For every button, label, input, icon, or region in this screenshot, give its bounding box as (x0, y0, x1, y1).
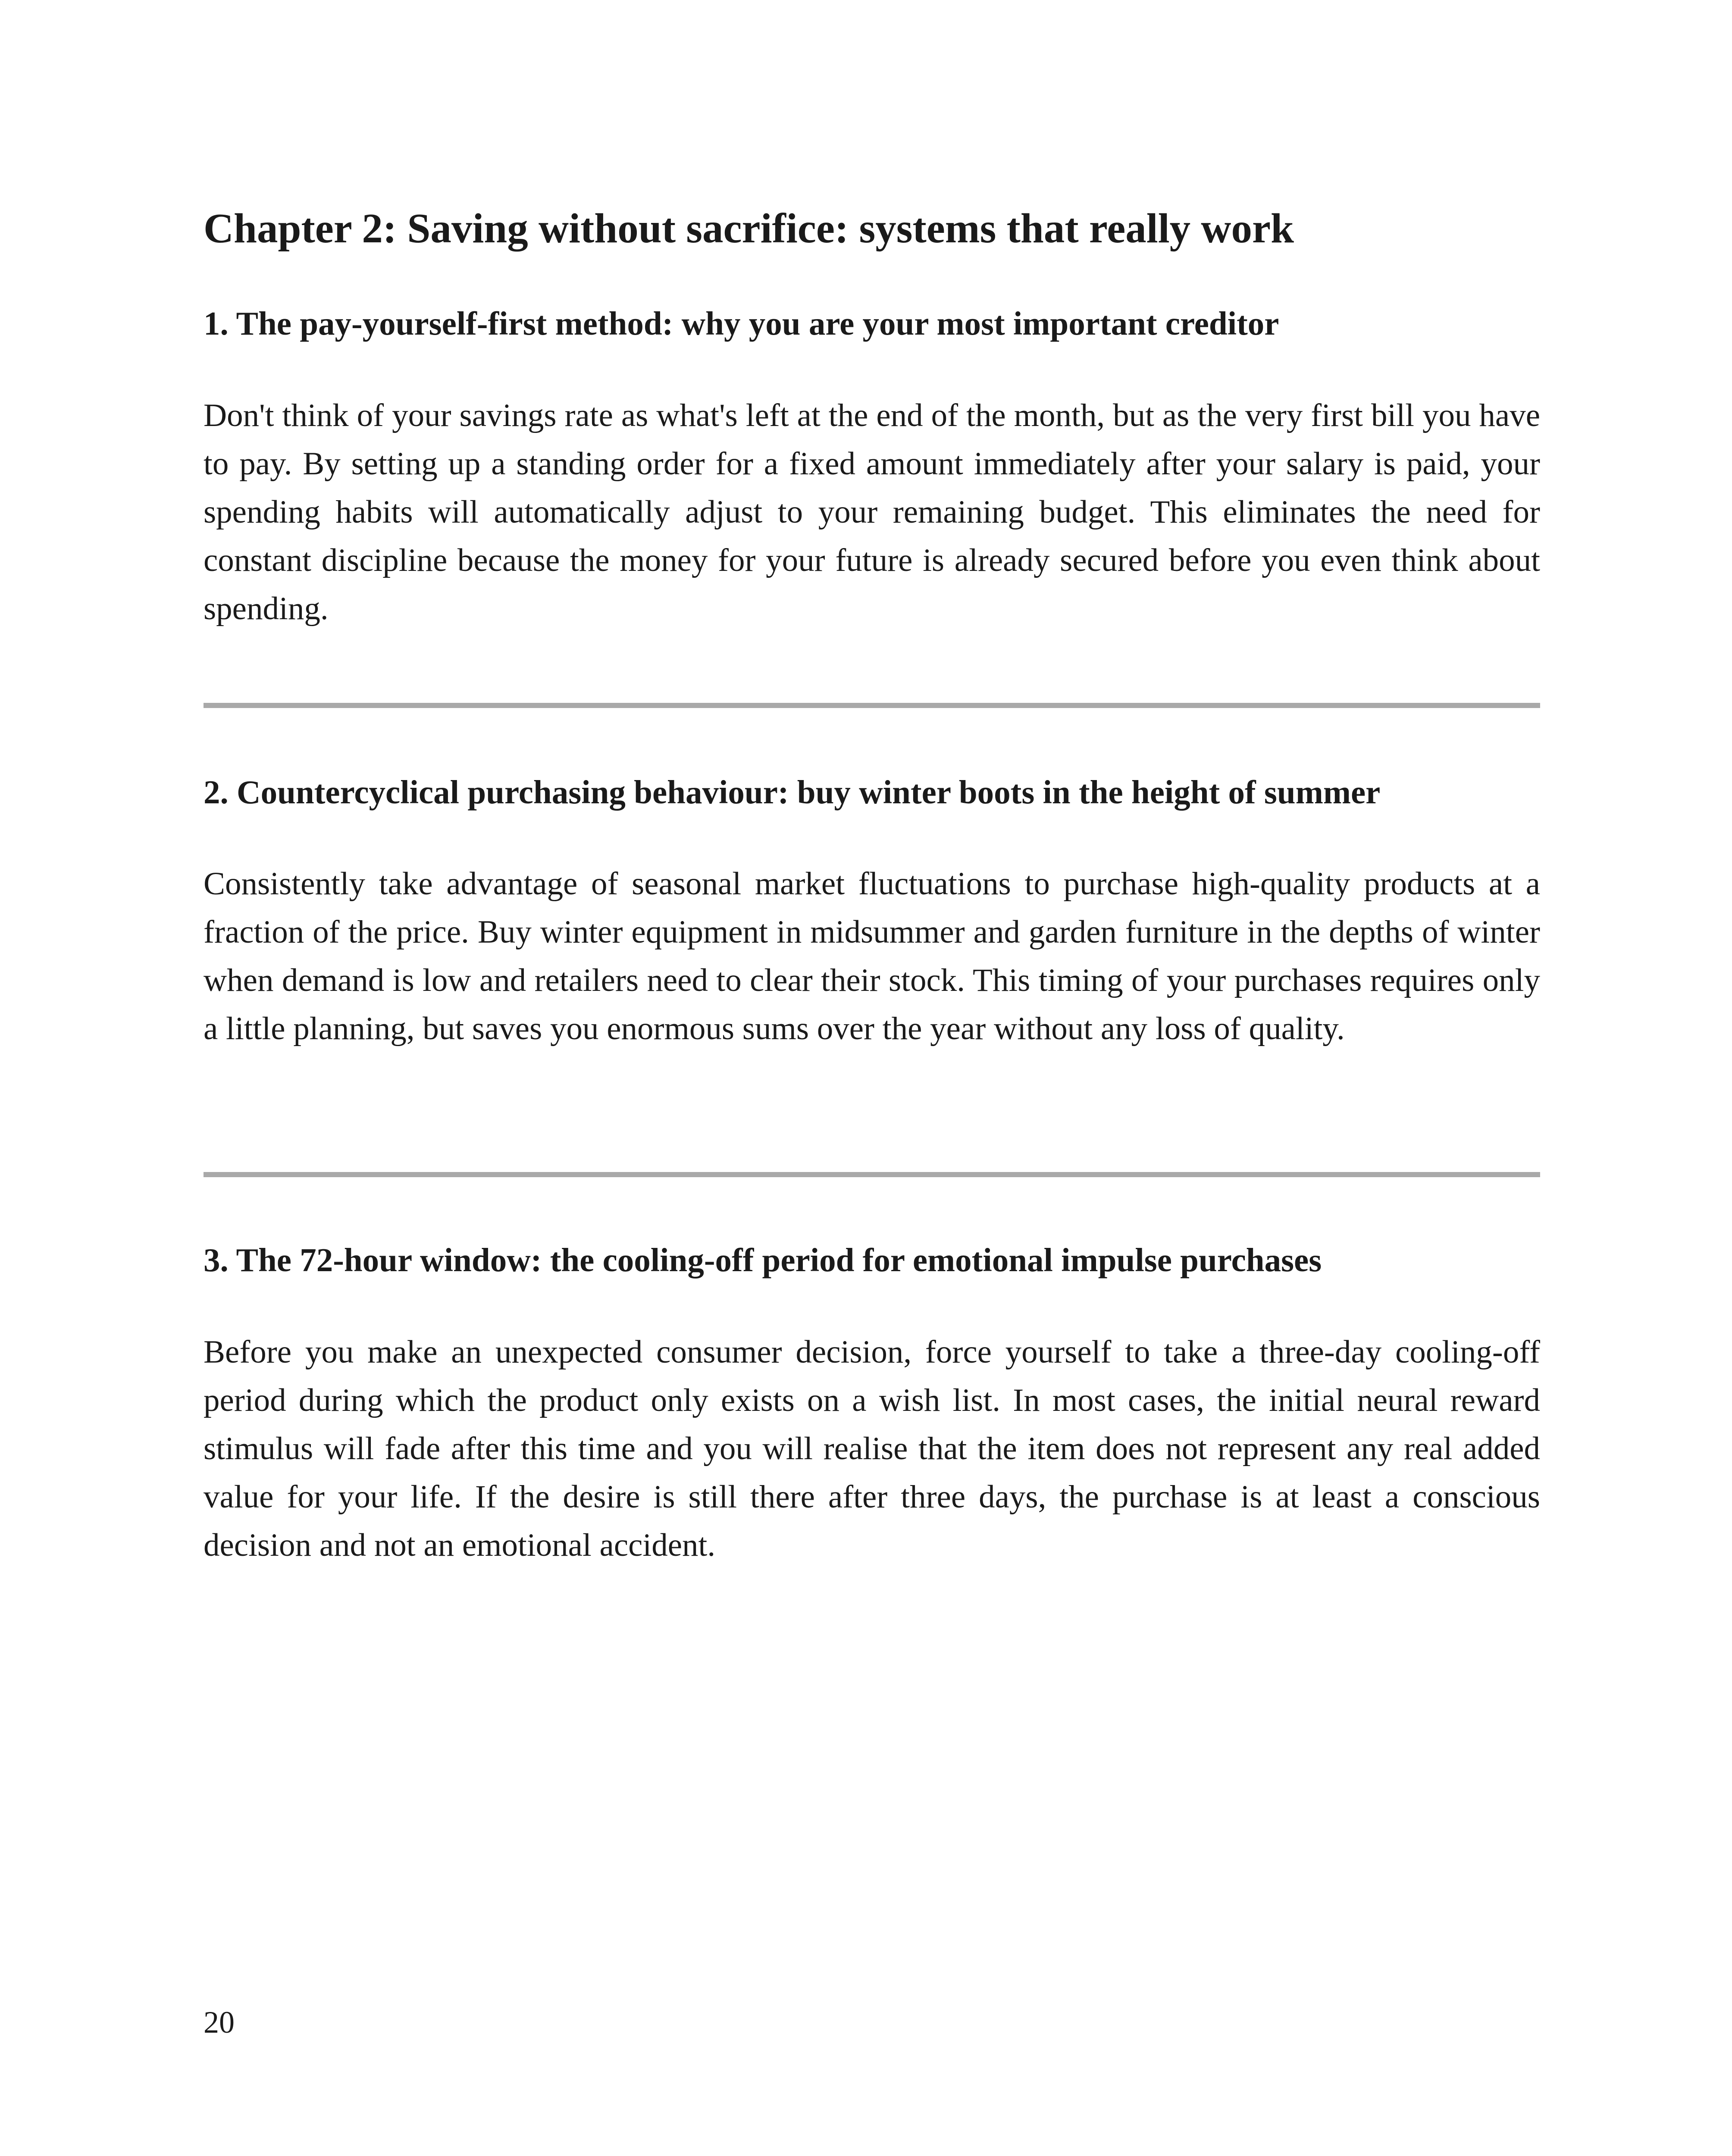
section-body-2: Consistently take advantage of seasonal market fluctuations to purchase high-quality products at a fraction of the price. Buy winter equipment in midsummer and garden furniture in the depths of winter when demand is low and retailers need to clear their stock. This timing of your purchases requires only a little planning, but saves you enormous sums over the year without any loss of quality. (204, 866, 1540, 1047)
page-number: 20 (204, 2005, 235, 2040)
section-heading-3: 3. The 72-hour window: the cooling-off period for emotional impulse purchases (204, 1241, 1322, 1279)
chapter-title: Chapter 2: Saving without sacrifice: systems that really work (204, 205, 1294, 251)
section-body-3: Before you make an unexpected consumer decision, force yourself to take a three-day cooling-off period during which the product only exists on a wish list. In most cases, the initial neural reward stimulus will fade after this time and you will realise that the item does not represent any real added value for your life. If the desire is still there after three days, the purchase is at least a conscious decision and not an emotional accident. (204, 1334, 1540, 1563)
section-heading-1: 1. The pay-yourself-first method: why you are your most important creditor (204, 305, 1279, 342)
section-divider (204, 703, 1540, 708)
section-divider (204, 1172, 1540, 1177)
section-heading-2: 2. Countercyclical purchasing behaviour: buy winter boots in the height of summer (204, 774, 1381, 811)
section-body-1: Don't think of your savings rate as what's left at the end of the month, but as the very first bill you have to pay. By setting up a standing order for a fixed amount immediately after your salary is paid, your spending habits will automatically adjust to your remaining budget. This eliminates the need for constant discipline because the money for your future is already secured before you even think about spending. (204, 398, 1540, 627)
